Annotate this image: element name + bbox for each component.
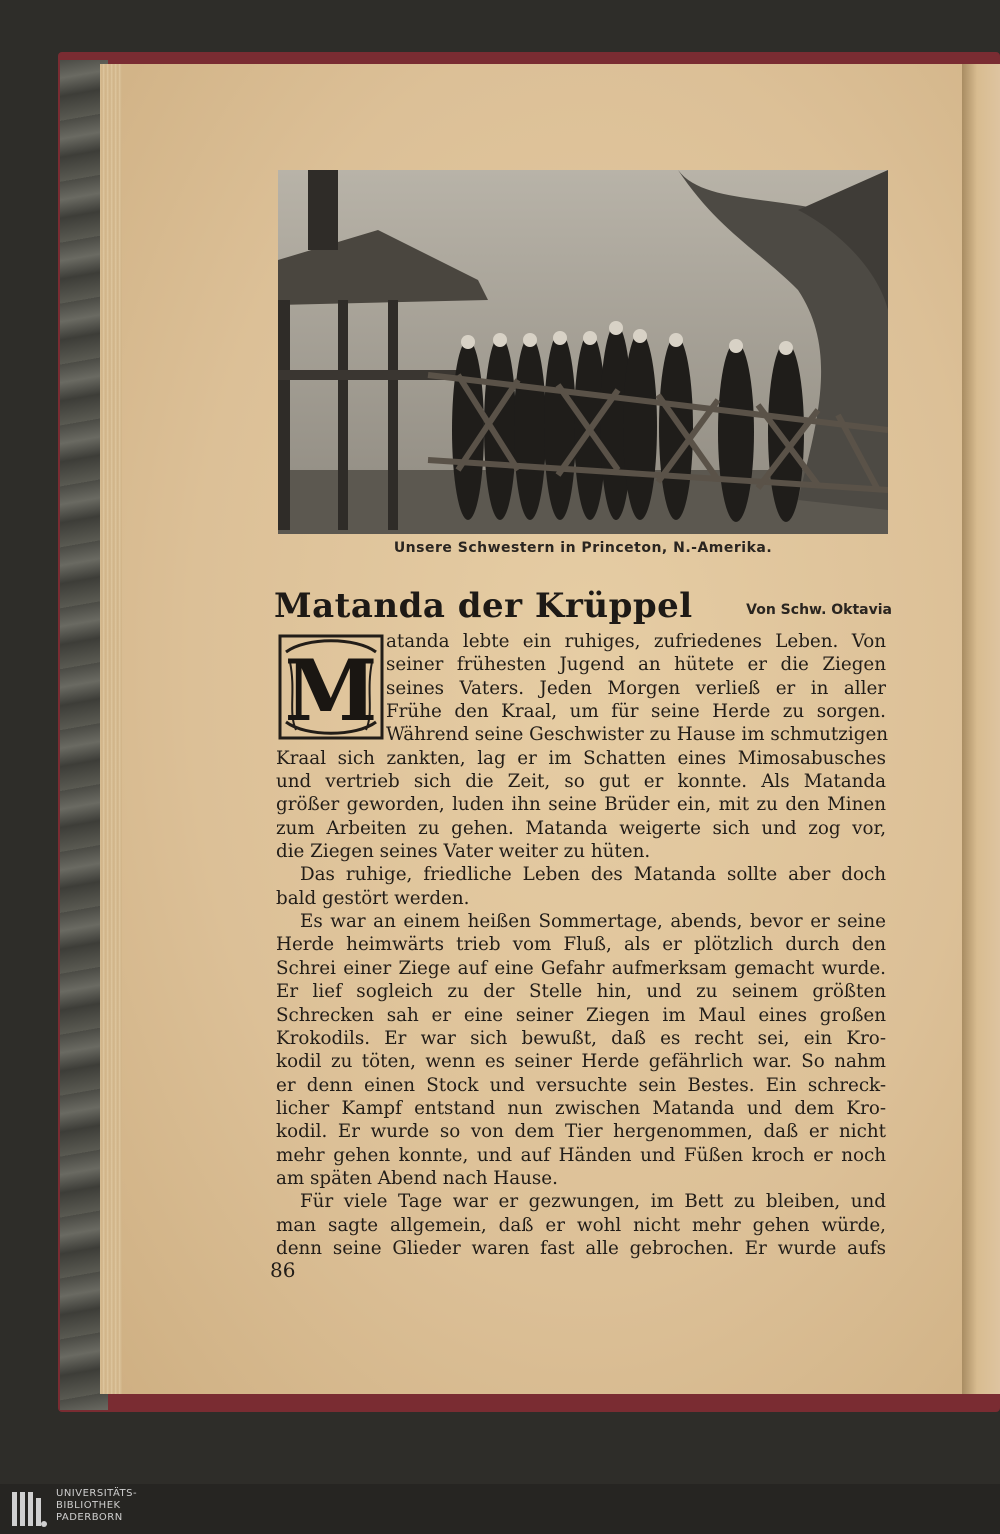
text-line: Krokodils. Er war sich bewußt, daß es recht sei, ein Kro-	[276, 1027, 886, 1049]
library-name-line: PADERBORN	[56, 1512, 123, 1523]
text-line: die Ziegen seines Vater weiter zu hüten.	[276, 841, 651, 863]
text-line: licher Kampf entstand nun zwischen Matanda und dem Kro-	[276, 1097, 886, 1119]
text-line: Kraal sich zankten, lag er im Schatten eines Mimosabusches	[276, 747, 886, 769]
text-line: Frühe den Kraal, um für seine Herde zu sorgen.	[386, 701, 886, 723]
text-line: mehr gehen konnte, und auf Händen und Füßen kroch er noch	[276, 1144, 886, 1166]
footer-bar	[0, 1484, 1000, 1534]
library-name-line: UNIVERSITÄTS-	[56, 1488, 138, 1499]
photo-caption: Unsere Schwestern in Princeton, N.-Amerika.	[393, 540, 773, 556]
text-line: er denn einen Stock und versuchte sein Bestes. Ein schreck-	[276, 1074, 886, 1096]
text-line: am späten Abend nach Hause.	[276, 1167, 558, 1189]
drop-cap-letter: M	[284, 641, 378, 740]
text-line: kodil. Er wurde so von dem Tier hergenommen, daß er nicht	[276, 1121, 886, 1143]
article-title: Matanda der Krüppel	[274, 586, 693, 626]
text-line: zum Arbeiten zu gehen. Matanda weigerte sich und zog vor,	[276, 817, 886, 839]
library-name-line: BIBLIOTHEK	[56, 1500, 121, 1511]
text-line: Herde heimwärts trieb vom Fluß, als er plötzlich durch den	[276, 934, 886, 956]
text-line: Es war an einem heißen Sommertage, abends, bevor er seine	[300, 911, 886, 933]
text-line: Schrei einer Ziege auf eine Gefahr aufmerksam gemacht wurde.	[276, 957, 886, 979]
text-line: seiner frühesten Jugend an hütete er die Ziegen	[386, 654, 886, 676]
text-line: seines Vaters. Jeden Morgen verließ er in aller	[386, 677, 886, 699]
text-line: man sagte allgemein, daß er wohl nicht mehr gehen würde,	[276, 1214, 886, 1236]
text-line: bald gestört werden.	[276, 887, 470, 909]
text-line: atanda lebte ein ruhiges, zufriedenes Leben. Von	[386, 631, 886, 652]
library-logo-icon	[8, 1488, 50, 1530]
text-line: Während seine Geschwister zu Hause im schmutzigen	[386, 724, 889, 746]
article-author: Von Schw. Oktavia	[746, 602, 892, 618]
facing-page-edge	[962, 64, 1000, 1394]
article-body	[276, 630, 889, 1260]
text-line: Für viele Tage war er gezwungen, im Bett zu bleiben, und	[300, 1191, 886, 1213]
text-line: kodil zu töten, wenn es seiner Herde gefährlich war. So nahm	[276, 1051, 886, 1073]
text-line: größer geworden, luden ihn seine Brüder ein, mit zu den Minen	[276, 794, 886, 816]
text-line: denn seine Glieder waren fast alle gebrochen. Er wurde aufs	[276, 1237, 886, 1259]
text-line: und vertrieb sich die Zeit, so gut er konnte. Als Matanda	[276, 771, 886, 793]
library-name	[56, 1488, 137, 1524]
text-line: Er lief sogleich zu der Stelle hin, und zu seinem größten	[276, 981, 886, 1003]
text-line: Das ruhige, friedliche Leben des Matanda sollte aber doch	[300, 864, 886, 886]
text-line: Schrecken sah er eine seiner Ziegen im Maul eines großen	[276, 1004, 886, 1026]
photograph	[278, 170, 888, 534]
page-number: 86	[270, 1258, 296, 1282]
